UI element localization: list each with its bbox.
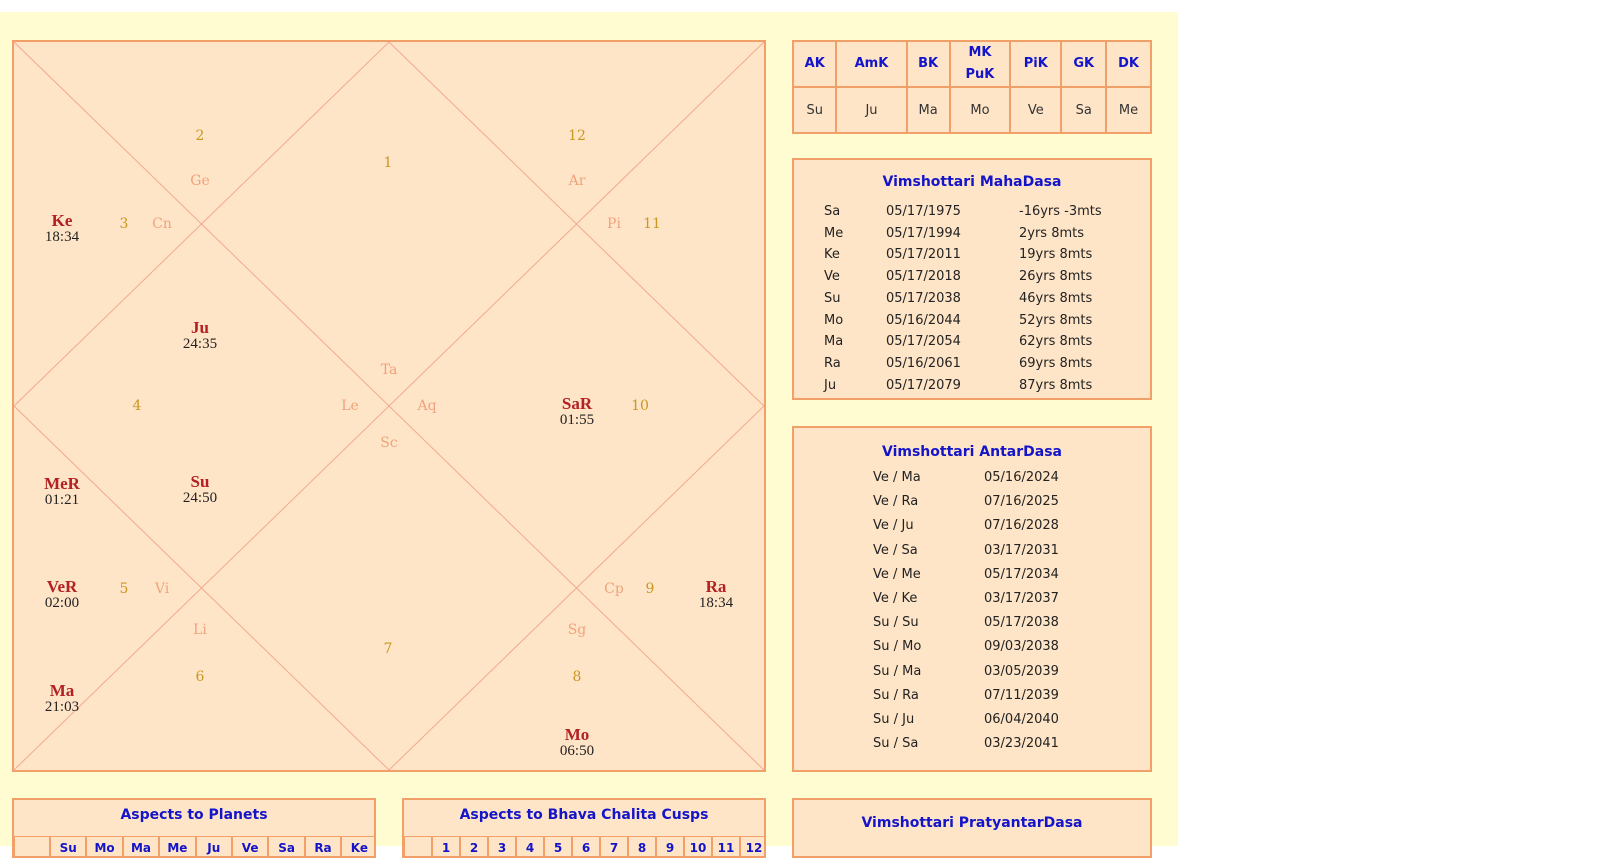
dasa-start-date: 05/17/1994 (886, 225, 961, 241)
karaka-value: Ve (1010, 87, 1061, 133)
antardasa-start-date: 03/05/2039 (984, 663, 1059, 679)
house-number: 6 (195, 669, 205, 685)
aspects-cusps-title: Aspects to Bhava Chalita Cusps (459, 807, 709, 823)
antardasa-period: Su / Ma (873, 663, 922, 679)
planet-placement (560, 395, 594, 429)
grid-column-header: Ju (196, 836, 232, 858)
house-number: 9 (645, 581, 655, 597)
grid-column-header: 2 (460, 836, 488, 858)
planet-placement (44, 475, 80, 509)
planet-name: Ma (49, 681, 75, 700)
grid-column-header: Me (159, 836, 195, 858)
house-number: 5 (119, 581, 129, 597)
karaka-value: Mo (950, 87, 1011, 133)
planet-placement (45, 682, 79, 716)
karaka-value: Sa (1061, 87, 1106, 133)
chart-lines (14, 42, 764, 770)
planet-degree: 18:34 (698, 595, 734, 611)
planet-degree: 06:50 (559, 743, 595, 759)
planet-name: Ra (705, 577, 727, 596)
planet-degree: 24:35 (182, 336, 218, 352)
aspects-cusps-panel (402, 798, 766, 858)
pratyantar-title: Vimshottari PratyantarDasa (861, 815, 1083, 831)
planet-placement (183, 319, 217, 353)
sign-label: Ar (568, 173, 586, 189)
dasa-age: 69yrs 8mts (1019, 355, 1093, 371)
grid-column-header: Ke (341, 836, 376, 858)
grid-column-header: 8 (628, 836, 656, 858)
grid-column-header: Su (50, 836, 86, 858)
grid-column-header: Sa (268, 836, 304, 858)
sign-label: Le (341, 398, 359, 414)
sign-label: Cn (152, 216, 172, 232)
grid-column-header (404, 836, 432, 858)
antardasa-start-date: 09/03/2038 (984, 639, 1059, 655)
antardasa-start-date: 07/16/2028 (984, 518, 1059, 534)
karaka-header: PiK (1010, 41, 1061, 87)
sign-label: Sg (567, 622, 587, 638)
planet-name: Ju (191, 318, 209, 337)
antardasa-title: Vimshottari AntarDasa (882, 444, 1062, 460)
dasa-start-date: 05/16/2044 (886, 312, 961, 328)
grid-column-header: 10 (684, 836, 712, 858)
karaka-header: DK (1106, 41, 1151, 87)
karaka-header: MK PuK (950, 41, 1011, 87)
sign-label: Vi (154, 581, 170, 597)
grid-column-header (14, 836, 50, 858)
karaka-header: GK (1061, 41, 1106, 87)
planet-placement (560, 726, 594, 760)
antardasa-start-date: 05/16/2024 (984, 470, 1059, 485)
dasa-planet: Ma (824, 334, 844, 350)
antardasa-period: Ve / Ke (873, 591, 918, 606)
grid-column-header: Ra (305, 836, 341, 858)
karaka-value: Su (793, 87, 836, 133)
planet-placement (45, 578, 79, 612)
karaka-header: AmK (836, 41, 906, 87)
house-number: 2 (195, 128, 205, 144)
grid-column-header: 12 (740, 836, 766, 858)
house-number: 8 (572, 669, 582, 685)
karaka-value: Me (1106, 87, 1151, 133)
house-number: 10 (631, 398, 649, 414)
dasa-age: 46yrs 8mts (1019, 290, 1093, 306)
sign-label: Ta (380, 362, 398, 378)
dasa-start-date: 05/16/2061 (886, 355, 961, 371)
house-number: 4 (132, 398, 142, 414)
dasa-start-date: 05/17/2054 (886, 334, 961, 350)
antardasa-start-date: 03/17/2031 (984, 542, 1059, 558)
antardasa-period: Ve / Ma (873, 470, 921, 485)
mahadasa-panel (792, 158, 1152, 400)
grid-column-header: 5 (544, 836, 572, 858)
grid-column-header: 1 (432, 836, 460, 858)
antardasa-start-date: 07/16/2025 (984, 494, 1059, 510)
chara-karaka-table (792, 40, 1152, 134)
mahadasa-title: Vimshottari MahaDasa (882, 174, 1062, 190)
karaka-header: AK (793, 41, 836, 87)
antardasa-start-date: 05/17/2038 (984, 615, 1059, 631)
grid-column-header: 3 (488, 836, 516, 858)
planet-name: Ke (51, 211, 73, 230)
house-number: 1 (383, 155, 393, 171)
pratyantar-panel (792, 798, 1152, 858)
sign-label: Cp (604, 581, 624, 597)
aspects-planets-panel (12, 798, 376, 858)
dasa-planet: Sa (824, 204, 841, 219)
planet-degree: 24:50 (182, 490, 218, 506)
planet-placement (183, 473, 217, 507)
sign-label: Ge (190, 173, 210, 189)
grid-column-header: Mo (86, 836, 122, 858)
dasa-start-date: 05/17/1975 (886, 204, 961, 219)
planet-degree: 21:03 (44, 699, 80, 715)
planet-placement (45, 212, 79, 246)
karaka-value: Ju (836, 87, 906, 133)
house-number: 12 (568, 128, 586, 144)
dasa-planet: Ra (824, 355, 841, 371)
dasa-planet: Ju (824, 377, 837, 393)
house-number: 3 (119, 216, 129, 232)
dasa-age: 62yrs 8mts (1019, 334, 1093, 350)
planet-placement (699, 578, 733, 612)
north-indian-chart (12, 40, 766, 772)
antardasa-start-date: 03/23/2041 (984, 736, 1059, 752)
house-number: 7 (383, 641, 393, 657)
antardasa-start-date: 07/11/2039 (984, 687, 1059, 703)
dasa-start-date: 05/17/2018 (886, 269, 961, 285)
dasa-age: -16yrs -3mts (1019, 204, 1102, 219)
planet-degree: 02:00 (44, 595, 80, 611)
dasa-age: 2yrs 8mts (1019, 225, 1085, 241)
antardasa-period: Ve / Me (873, 566, 921, 582)
dasa-planet: Su (824, 290, 841, 306)
antardasa-period: Ve / Ju (873, 518, 914, 534)
planet-name: VeR (46, 577, 78, 596)
karaka-header: BK (907, 41, 950, 87)
dasa-age: 19yrs 8mts (1019, 247, 1093, 263)
dasa-age: 87yrs 8mts (1019, 377, 1093, 393)
antardasa-start-date: 05/17/2034 (984, 566, 1059, 582)
sign-label: Sc (380, 435, 398, 451)
antardasa-period: Su / Ju (873, 712, 915, 727)
antardasa-panel (792, 426, 1152, 772)
planet-name: Su (190, 472, 210, 491)
grid-column-header: 7 (600, 836, 628, 858)
aspects-planets-title: Aspects to Planets (120, 807, 268, 823)
grid-column-header: 11 (712, 836, 740, 858)
dasa-planet: Mo (824, 312, 844, 328)
planet-name: MeR (44, 474, 80, 493)
planet-degree: 01:21 (44, 492, 80, 508)
antardasa-period: Ve / Sa (873, 542, 918, 558)
planet-name: SaR (561, 394, 593, 413)
antardasa-period: Su / Ra (873, 687, 919, 703)
karaka-value: Ma (907, 87, 950, 133)
dasa-age: 52yrs 8mts (1019, 312, 1093, 328)
antardasa-period: Su / Sa (873, 736, 919, 752)
planet-degree: 18:34 (44, 229, 80, 245)
antardasa-start-date: 06/04/2040 (984, 712, 1059, 727)
dasa-start-date: 05/17/2011 (886, 247, 961, 263)
sign-label: Li (193, 622, 207, 638)
grid-column-header: Ve (232, 836, 268, 858)
antardasa-start-date: 03/17/2037 (984, 591, 1059, 606)
dasa-age: 26yrs 8mts (1019, 269, 1093, 285)
planet-degree: 01:55 (559, 412, 595, 428)
antardasa-period: Ve / Ra (873, 494, 919, 510)
antardasa-period: Su / Mo (873, 639, 922, 655)
sign-label: Aq (417, 398, 437, 414)
grid-column-header: 4 (516, 836, 544, 858)
house-number: 11 (643, 216, 661, 232)
grid-column-header: 6 (572, 836, 600, 858)
grid-column-header: Ma (123, 836, 159, 858)
dasa-planet: Ke (824, 247, 840, 263)
dasa-start-date: 05/17/2079 (886, 377, 961, 393)
antardasa-period: Su / Su (873, 615, 919, 631)
dasa-planet: Ve (824, 269, 840, 285)
planet-name: Mo (564, 725, 590, 744)
sign-label: Pi (607, 216, 621, 232)
dasa-planet: Me (824, 225, 844, 241)
dasa-start-date: 05/17/2038 (886, 290, 961, 306)
grid-column-header: 9 (656, 836, 684, 858)
